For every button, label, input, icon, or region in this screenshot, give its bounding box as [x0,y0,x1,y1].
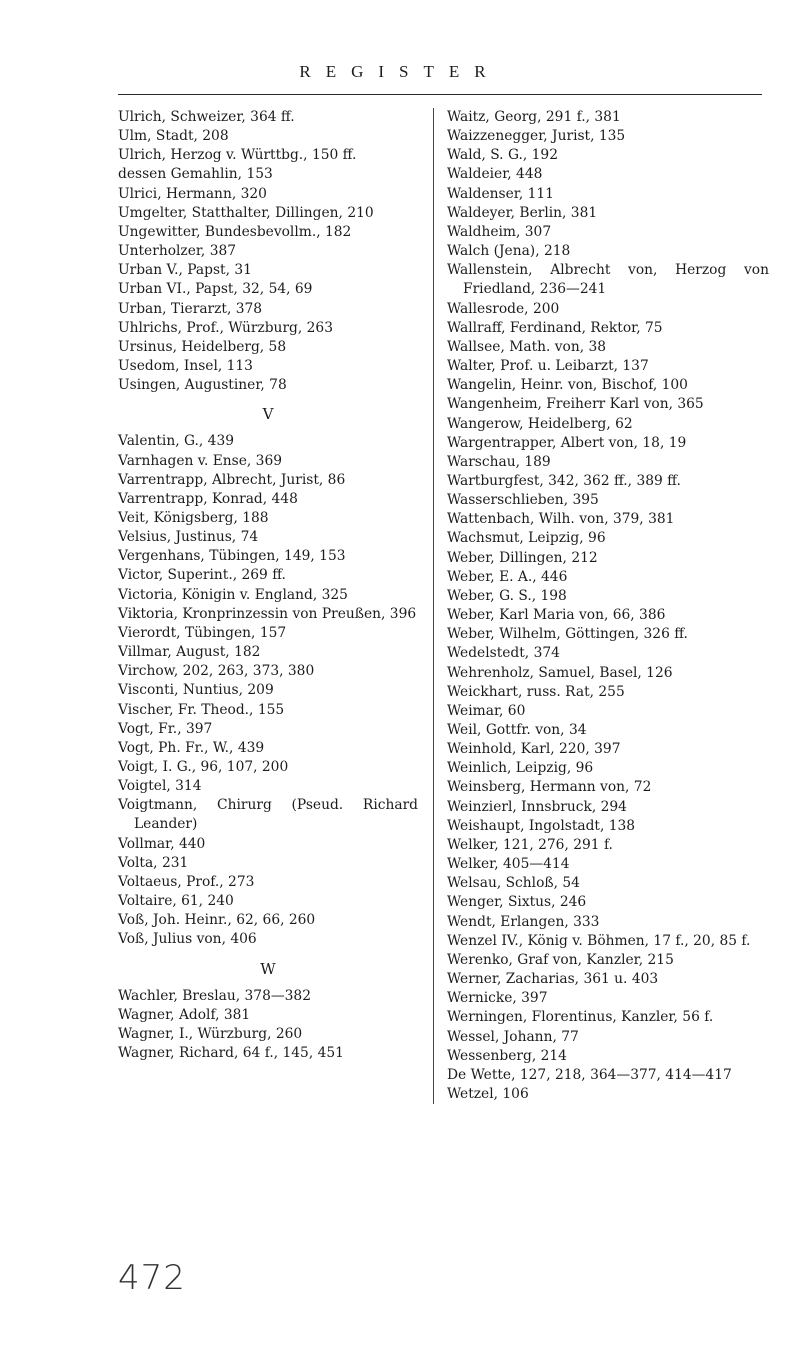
index-entry: Vischer, Fr. Theod., 155 [118,701,285,718]
index-entry: Weimar, 60 [447,702,526,719]
index-entry: Unterholzer, 387 [118,243,237,260]
section-letter: W [260,959,276,978]
index-entry: Weber, E. A., 446 [447,568,568,585]
index-entry: Voß, Joh. Heinr., 62, 66, 260 [118,912,316,929]
index-entry: Werningen, Florentinus, Kanzler, 56 f. [447,1009,714,1026]
index-entry: Wagner, Adolf, 381 [118,1006,251,1023]
page-number: 472 [118,1258,186,1298]
index-entry: Wenzel IV., König v. Böhmen, 17 f., 20, 85 f. [447,932,751,949]
index-entry: Wagner, I., Würzburg, 260 [118,1025,303,1042]
index-entry: Wangerow, Heidelberg, 62 [447,415,633,432]
index-entry: Warschau, 189 [447,453,551,470]
index-entry: Urban VI., Papst, 32, 54, 69 [118,281,313,298]
index-entry: Wangelin, Heinr. von, Bischof, 100 [447,377,688,394]
index-entry: Umgelter, Statthalter, Dillingen, 210 [118,204,374,221]
index-entry: Weinlich, Leipzig, 96 [447,760,594,777]
index-entry: Urban, Tierarzt, 378 [118,300,263,317]
index-entry: Wallsee, Math. von, 38 [447,338,607,355]
index-entry: Varrentrapp, Albrecht, Jurist, 86 [118,471,346,488]
index-entry: Weber, G. S., 198 [447,587,567,604]
index-entry: Wehrenholz, Samuel, Basel, 126 [447,664,673,681]
index-entry: Wedelstedt, 374 [447,645,560,662]
index-entry: Ulm, Stadt, 208 [118,128,229,145]
index-entry: Wachsmut, Leipzig, 96 [447,530,606,547]
index-entry: Usingen, Augustiner, 78 [118,377,287,394]
index-entry: Weinhold, Karl, 220, 397 [447,741,621,758]
index-entry: Weber, Wilhelm, Göttingen, 326 ff. [447,626,688,643]
index-entry: Weber, Dillingen, 212 [447,549,598,566]
section-letter: V [262,405,274,424]
index-entry: Wattenbach, Wilh. von, 379, 381 [447,511,675,528]
index-entry: Wessel, Johann, 77 [447,1028,579,1045]
index-entry: Werenko, Graf von, Kanzler, 215 [447,951,674,968]
index-entry: Voltaire, 61, 240 [118,893,234,910]
index-entry: Wessenberg, 214 [447,1047,567,1064]
index-entry: Wenger, Sixtus, 246 [447,894,587,911]
index-entry: Valentin, G., 439 [118,433,235,450]
index-entry: Ulrich, Herzog v. Württbg., 150 ff. [118,147,357,164]
index-entry: Waldeier, 448 [447,166,543,183]
index-entry: Voigt, I. G., 96, 107, 200 [118,759,289,775]
header-rule [118,94,762,95]
index-entry: De Wette, 127, 218, 364—377, 414—417 [447,1066,732,1083]
index-entry: Veit, Königsberg, 188 [118,509,269,526]
index-entry: Wartburgfest, 342, 362 ff., 389 ff. [447,472,681,489]
index-entry: Villmar, August, 182 [118,644,261,661]
index-entry: Wallesrode, 200 [447,300,560,317]
index-entry: Uhlrichs, Prof., Würzburg, 263 [118,319,333,336]
index-entry: Weinsberg, Hermann von, 72 [447,779,652,796]
index-entry: Viktoria, Kronprinzessin von Preußen, 396 [118,605,417,622]
index-entry: Vogt, Fr., 397 [118,720,213,737]
index-entry: Weickhart, russ. Rat, 255 [447,683,625,700]
index-entry: Waizzenegger, Jurist, 135 [447,128,626,145]
index-entry: Waldheim, 307 [447,223,552,240]
index-entry: Weber, Karl Maria von, 66, 386 [447,607,666,624]
index-entry: Vollmar, 440 [118,835,206,852]
index-entry: Vogt, Ph. Fr., W., 439 [118,739,265,756]
index-entry: Wasserschlieben, 395 [447,492,599,509]
index-entry: Velsius, Justinus, 74 [118,529,259,546]
index-entry: Wangenheim, Freiherr Karl von, 365 [447,396,704,413]
index-entry: Welker, 405—414 [447,856,570,873]
index-entry: Varnhagen v. Ense, 369 [118,452,283,469]
index-entry: Welker, 121, 276, 291 f. [447,836,613,853]
index-entry: Ulrici, Hermann, 320 [118,185,267,202]
index-entry: Voigtmann, Chirurg (Pseud. Richard Leander) [118,797,418,833]
index-entry: Wendt, Erlangen, 333 [447,913,600,930]
index-entry: Weishaupt, Ingolstadt, 138 [447,817,636,834]
index-entry: Ulrich, Schweizer, 364 ff. [118,109,295,125]
index-entry: Voß, Julius von, 406 [118,931,257,948]
index-entry: Vierordt, Tübingen, 157 [118,624,287,641]
index-entry: Welsau, Schloß, 54 [447,875,580,892]
index-entry: Weil, Gottfr. von, 34 [447,722,587,738]
index-entry: Weinzierl, Innsbruck, 294 [447,798,627,815]
index-entry: Wachler, Breslau, 378—382 [118,987,311,1004]
index-entry: Voltaeus, Prof., 273 [118,873,255,890]
index-entry: Waitz, Georg, 291 f., 381 [447,109,621,125]
index-entry: Varrentrapp, Konrad, 448 [118,490,298,507]
index-entry: Usedom, Insel, 113 [118,358,253,375]
index-entry: Walch (Jena), 218 [447,243,571,260]
index-entry: Wargentrapper, Albert von, 18, 19 [447,434,687,451]
index-entry: Voigtel, 314 [118,778,202,795]
index-entry: dessen Gemahlin, 153 [118,166,273,183]
index-entry: Wald, S. G., 192 [447,147,558,164]
index-entry: Victor, Superint., 269 ff. [118,567,286,584]
index-entry: Victoria, Königin v. England, 325 [118,586,348,603]
index-entry: Urban V., Papst, 31 [118,262,252,279]
index-entry: Waldenser, 111 [447,185,554,202]
index-entry: Werner, Zacharias, 361 u. 403 [447,971,659,988]
index-entry: Waldeyer, Berlin, 381 [447,204,598,221]
page-header: REGISTER [299,62,501,81]
index-entry: Vergenhans, Tübingen, 149, 153 [118,548,346,565]
index-entry: Wagner, Richard, 64 f., 145, 451 [118,1045,344,1062]
index-entry: Walter, Prof. u. Leibarzt, 137 [447,358,649,375]
index-column-left [118,108,418,1063]
index-entry: Virchow, 202, 263, 373, 380 [118,663,315,680]
index-entry: Wallraff, Ferdinand, Rektor, 75 [447,319,663,336]
index-entry: Volta, 231 [118,854,189,871]
index-entry: Visconti, Nuntius, 209 [118,682,274,699]
index-entry: Wernicke, 397 [447,990,548,1007]
index-entry: Ursinus, Heidelberg, 58 [118,338,287,355]
index-entry: Ungewitter, Bundesbevollm., 182 [118,223,352,240]
index-column-right [433,108,769,1104]
index-entry: Wallenstein, Albrecht von, Herzog von Friedland, 236—241 [447,262,769,298]
index-entry: Wetzel, 106 [447,1085,529,1102]
